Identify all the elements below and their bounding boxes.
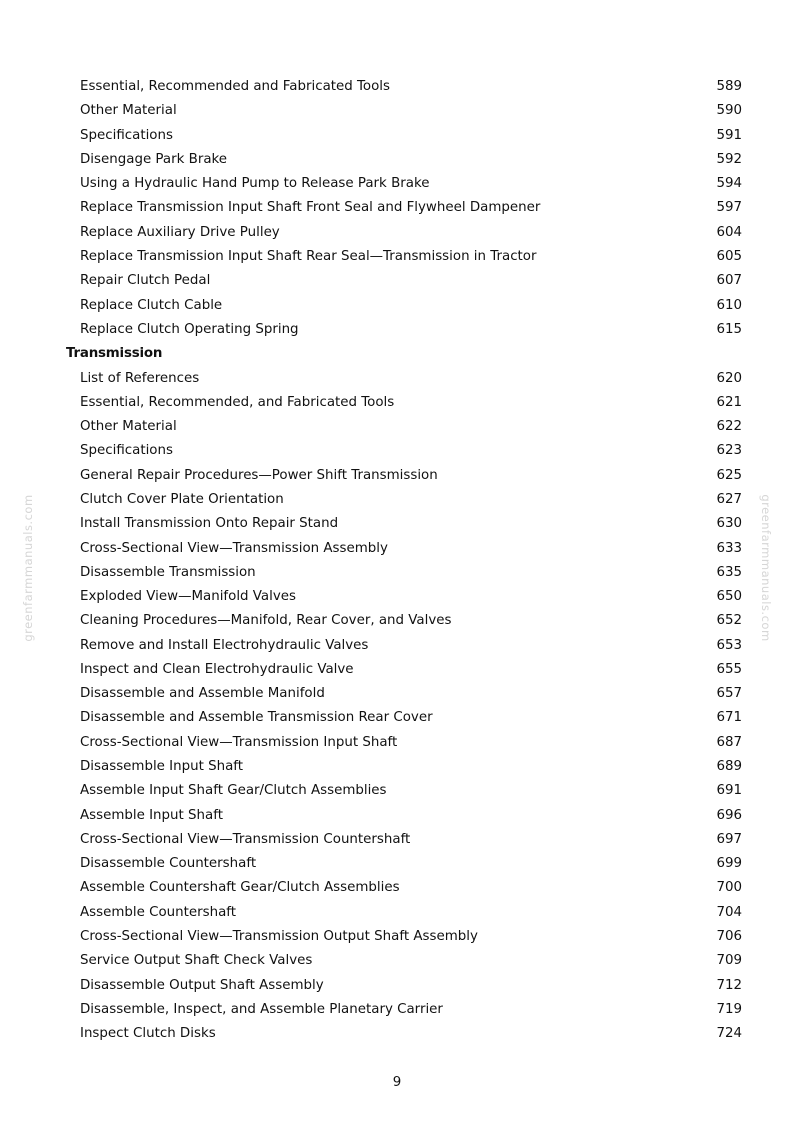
toc-entry-page: 697 <box>716 832 742 847</box>
toc-entry[interactable] <box>0 537 794 561</box>
toc-entry-title: Disassemble and Assemble Manifold <box>80 686 325 701</box>
toc-entry-page: 623 <box>716 443 742 458</box>
toc-entry[interactable] <box>0 925 794 949</box>
toc-entry[interactable] <box>0 731 794 755</box>
toc-entry-title: List of References <box>80 371 200 386</box>
toc-entry-title: Specifications <box>80 128 173 143</box>
toc-entry-page: 712 <box>716 978 742 993</box>
toc-entry-page: 597 <box>716 200 742 215</box>
toc-entry-page: 591 <box>716 128 742 143</box>
toc-entry[interactable] <box>0 804 794 828</box>
toc-entry-title: Essential, Recommended, and Fabricated Tools <box>80 395 395 410</box>
toc-entry-title: Cross-Sectional View—Transmission Input Shaft <box>80 735 398 750</box>
toc-entry[interactable] <box>0 828 794 852</box>
toc-entry[interactable] <box>0 682 794 706</box>
toc-entry-page: 657 <box>716 686 742 701</box>
toc-entry-page: 590 <box>716 103 742 118</box>
toc-entry-page: 604 <box>716 225 742 240</box>
toc-entry[interactable] <box>0 99 794 123</box>
toc-entry-page: 699 <box>716 856 742 871</box>
toc-entry[interactable] <box>0 876 794 900</box>
toc-entry-title: Disassemble Input Shaft <box>80 759 244 774</box>
toc-entry[interactable] <box>0 464 794 488</box>
toc-entry[interactable] <box>0 974 794 998</box>
toc-entry-page: 589 <box>716 79 742 94</box>
toc-entry[interactable] <box>0 585 794 609</box>
toc-entry-title: Assemble Countershaft Gear/Clutch Assemblies <box>80 880 400 895</box>
toc-entry-title: Replace Auxiliary Drive Pulley <box>80 225 280 240</box>
toc-entry-title: Disassemble, Inspect, and Assemble Planetary Carrier <box>80 1002 443 1017</box>
toc-entry-page: 671 <box>716 710 742 725</box>
toc-entry-page: 615 <box>716 322 742 337</box>
toc-entry[interactable] <box>0 1022 794 1046</box>
toc-entry-page: 652 <box>716 613 742 628</box>
toc-entry[interactable] <box>0 634 794 658</box>
toc-entry[interactable] <box>0 75 794 99</box>
toc-entry-page: 635 <box>716 565 742 580</box>
toc-entry-page: 706 <box>716 929 742 944</box>
toc-entry-page: 620 <box>716 371 742 386</box>
toc-entry[interactable] <box>0 148 794 172</box>
toc-entry-page: 625 <box>716 468 742 483</box>
toc-entry-title: Cross-Sectional View—Transmission Assembly <box>80 541 388 556</box>
toc-entry[interactable] <box>0 439 794 463</box>
toc-entry[interactable] <box>0 124 794 148</box>
toc-entry-page: 689 <box>716 759 742 774</box>
toc-entry-page: 724 <box>716 1026 742 1041</box>
toc-entry-title: Inspect Clutch Disks <box>80 1026 216 1041</box>
toc-entry[interactable] <box>0 512 794 536</box>
toc-entry-title: Assemble Input Shaft Gear/Clutch Assemblies <box>80 783 387 798</box>
watermark-left: greenfarmmanuals.com <box>21 494 35 642</box>
toc-entry[interactable] <box>0 221 794 245</box>
toc-entry-title: Cross-Sectional View—Transmission Countershaft <box>80 832 411 847</box>
toc-entry-page: 700 <box>716 880 742 895</box>
toc-entry[interactable] <box>0 901 794 925</box>
toc-entry-title: Replace Transmission Input Shaft Front Seal and Flywheel Dampener <box>80 200 541 215</box>
toc-entry[interactable] <box>0 998 794 1022</box>
toc-entry-page: 687 <box>716 735 742 750</box>
toc-entry[interactable] <box>0 269 794 293</box>
toc-entry-page: 691 <box>716 783 742 798</box>
toc-entry[interactable] <box>0 391 794 415</box>
toc-entry[interactable] <box>0 706 794 730</box>
toc-entry-page: 605 <box>716 249 742 264</box>
toc-entry-title: Repair Clutch Pedal <box>80 273 211 288</box>
toc-entry-page: 621 <box>716 395 742 410</box>
page-number: 9 <box>392 1075 402 1090</box>
toc-entry[interactable] <box>0 561 794 585</box>
toc-entry[interactable] <box>0 852 794 876</box>
toc-entry-page: 594 <box>716 176 742 191</box>
toc-entry-title: Disengage Park Brake <box>80 152 228 167</box>
toc-entry-title: Replace Clutch Operating Spring <box>80 322 299 337</box>
toc-entry-title: Essential, Recommended and Fabricated Tools <box>80 79 391 94</box>
toc-entry-title: Replace Clutch Cable <box>80 298 223 313</box>
toc-entry-title: Assemble Input Shaft <box>80 808 223 823</box>
toc-entry-title: Disassemble and Assemble Transmission Rear Cover <box>80 710 433 725</box>
toc-entry[interactable] <box>0 196 794 220</box>
toc-entry-title: Disassemble Countershaft <box>80 856 257 871</box>
toc-entry[interactable] <box>0 488 794 512</box>
toc-entry-title: Remove and Install Electrohydraulic Valves <box>80 638 369 653</box>
toc-entry-title: Clutch Cover Plate Orientation <box>80 492 284 507</box>
toc-entry-page: 630 <box>716 516 742 531</box>
toc-entry-title: Specifications <box>80 443 173 458</box>
toc-entry-title: Using a Hydraulic Hand Pump to Release Park Brake <box>80 176 430 191</box>
toc-entry[interactable] <box>0 318 794 342</box>
toc-entry-page: 627 <box>716 492 742 507</box>
toc-entry[interactable] <box>0 294 794 318</box>
toc-entry[interactable] <box>0 658 794 682</box>
toc-entry-page: 653 <box>716 638 742 653</box>
toc-entry-title: Service Output Shaft Check Valves <box>80 953 313 968</box>
toc-entry-title: Other Material <box>80 419 177 434</box>
toc-entry-page: 622 <box>716 419 742 434</box>
toc-entry-page: 592 <box>716 152 742 167</box>
toc-entry-title: Exploded View—Manifold Valves <box>80 589 296 604</box>
toc-entry[interactable] <box>0 172 794 196</box>
toc-entry[interactable] <box>0 949 794 973</box>
toc-entry[interactable] <box>0 609 794 633</box>
toc-entry-page: 704 <box>716 905 742 920</box>
toc-entry-title: Assemble Countershaft <box>80 905 237 920</box>
toc-entry-title: Other Material <box>80 103 177 118</box>
toc-entry-page: 719 <box>716 1002 742 1017</box>
toc-entry[interactable] <box>0 367 794 391</box>
toc-entry-page: 709 <box>716 953 742 968</box>
toc-entry-page: 610 <box>716 298 742 313</box>
toc-entry-title: General Repair Procedures—Power Shift Transmission <box>80 468 438 483</box>
toc-entry[interactable] <box>0 245 794 269</box>
toc-entry-page: 655 <box>716 662 742 677</box>
toc-entry-title: Install Transmission Onto Repair Stand <box>80 516 339 531</box>
toc-entry-page: 650 <box>716 589 742 604</box>
toc-entry-title: Cross-Sectional View—Transmission Output Shaft Assembly <box>80 929 478 944</box>
toc-entry[interactable] <box>0 755 794 779</box>
toc-entry-title: Replace Transmission Input Shaft Rear Seal—Transmission in Tractor <box>80 249 537 264</box>
toc-entry-title: Disassemble Output Shaft Assembly <box>80 978 324 993</box>
toc-entry-page: 633 <box>716 541 742 556</box>
toc-entry[interactable] <box>0 779 794 803</box>
toc-entry-title: Cleaning Procedures—Manifold, Rear Cover, and Valves <box>80 613 452 628</box>
toc-entry-page: 696 <box>716 808 742 823</box>
watermark-right: greenfarmmanuals.com <box>759 494 773 642</box>
section-heading-transmission[interactable]: Transmission <box>66 346 163 361</box>
toc-entry-title: Inspect and Clean Electrohydraulic Valve <box>80 662 354 677</box>
toc-entry[interactable] <box>0 415 794 439</box>
toc-entry-page: 607 <box>716 273 742 288</box>
toc-entry-title: Disassemble Transmission <box>80 565 256 580</box>
